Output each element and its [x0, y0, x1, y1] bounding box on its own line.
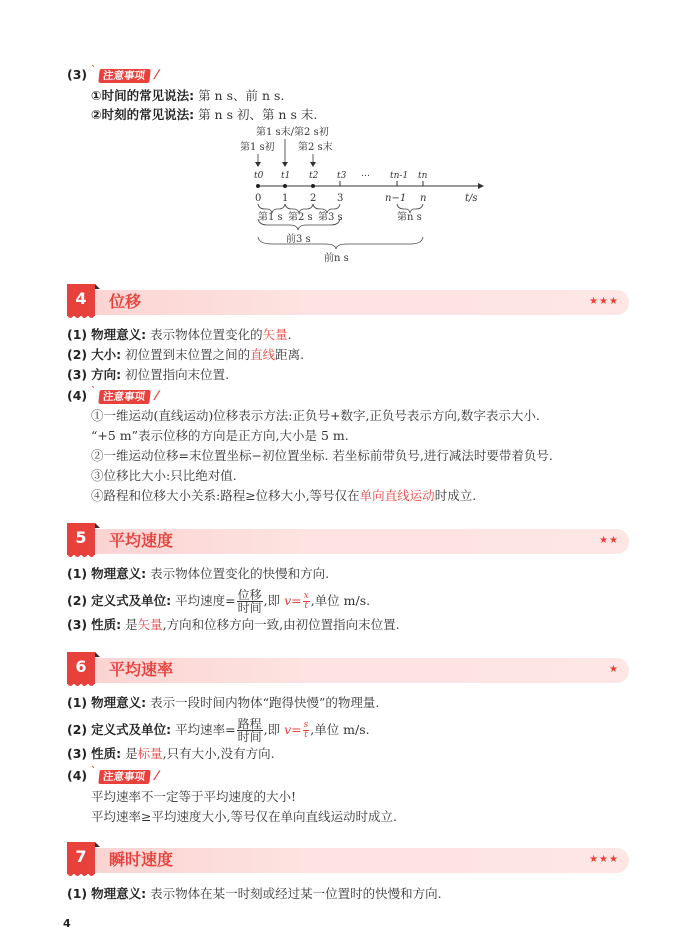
section-title: 位移 [109, 292, 142, 311]
section-number-badge [67, 284, 95, 316]
fold-corner [95, 652, 100, 657]
item-number: (3) [67, 746, 88, 761]
section-number: 7 [75, 847, 87, 866]
item-number: (3) [67, 67, 88, 82]
item-text: 是 [125, 746, 138, 761]
note-heading [67, 765, 161, 784]
span-label: 前n s [324, 253, 349, 264]
difficulty-stars-icon: ★ [609, 664, 619, 675]
time-label: t1 [281, 171, 291, 181]
pen-stroke-icon: / [154, 387, 161, 402]
note-item [91, 107, 317, 123]
list-item [67, 886, 442, 902]
denominator: t [304, 730, 308, 740]
axis-label: t/s [465, 193, 478, 204]
item-number: (1) [67, 695, 88, 710]
highlight-term: 标量 [137, 746, 163, 761]
formula-symbol: v= [284, 593, 302, 608]
tick-value: 2 [310, 193, 317, 204]
highlight-term: 矢量 [262, 327, 288, 342]
formula-symbol: v= [284, 722, 302, 737]
item-text: . [287, 327, 292, 342]
formula-lhs: 平均速度= [175, 593, 236, 608]
item-number: (2) [67, 593, 88, 608]
section-number-badge [67, 842, 95, 874]
section-title: 平均速度 [109, 531, 174, 550]
time-label: t3 [337, 171, 347, 181]
item-text: ,单位 m/s. [310, 722, 370, 737]
wave-edge [67, 315, 95, 320]
difficulty-stars-icon: ★★★ [589, 296, 619, 307]
attention-tag-label: 注意事项 [102, 770, 146, 783]
section-header-4 [67, 284, 629, 322]
denominator: 时间 [237, 601, 262, 615]
brace [258, 237, 423, 249]
list-item [67, 566, 329, 582]
list-item [67, 367, 229, 383]
highlight-term: 直线 [250, 347, 276, 362]
item-text: ,单位 m/s. [310, 593, 371, 608]
pen-stroke-icon: / [154, 66, 161, 81]
item-number: (3) [67, 367, 88, 382]
section-header-5 [67, 523, 629, 561]
tick-value: n [420, 193, 427, 204]
item-text: ,只有大小,没有方向. [162, 746, 275, 761]
note-key: ②时刻的常见说法: [91, 107, 195, 122]
numerator: 路程 [237, 717, 262, 731]
fold-corner [95, 284, 100, 289]
formula-lhs: 平均速率= [175, 722, 236, 737]
highlight-term: 矢量 [137, 617, 163, 632]
denominator: 时间 [237, 730, 262, 744]
note-line: ③位移比大小:只比绝对值. [91, 468, 237, 483]
item-key: 定义式及单位: [91, 593, 172, 608]
tick-value: 1 [282, 193, 289, 204]
item-key: 大小: [91, 347, 122, 362]
time-point [283, 184, 287, 188]
time-label: tn-1 [390, 171, 409, 181]
item-text: ,方向和位移方向一致,由初位置指向末位置. [162, 617, 400, 632]
wave-edge [67, 683, 95, 688]
arrowhead-icon [282, 162, 288, 167]
callout-label: 第1 s末/第2 s初 [256, 127, 329, 138]
note-heading-3 [67, 64, 161, 83]
list-item [67, 327, 292, 343]
interval-label: 第3 s [318, 212, 343, 223]
item-number: (1) [67, 327, 88, 342]
list-item [67, 695, 379, 711]
note-text: ④路程和位移大小关系:路程≥位移大小,等号仅在 [91, 488, 360, 503]
list-item [67, 718, 370, 743]
note-line: “+5 m”表示位移的方向是正方向,大小是 5 m. [91, 428, 349, 443]
note-key: ①时间的常见说法: [91, 88, 195, 103]
item-text: 表示物体在某一时刻或经过某一位置时的快慢和方向. [150, 886, 442, 901]
tick-value: 0 [255, 193, 262, 204]
attention-tag [90, 385, 161, 404]
note-line: 平均速率≥平均速度大小,等号仅在单向直线运动时成立. [91, 809, 397, 824]
note-item [91, 88, 284, 104]
item-text: ,即 [263, 722, 281, 737]
tick-value: 3 [337, 193, 344, 204]
item-number: (4) [67, 768, 88, 783]
difficulty-stars-icon: ★★★ [589, 854, 619, 865]
ellipsis: … [361, 169, 370, 179]
section-header-7 [67, 842, 629, 880]
item-number: (4) [67, 388, 88, 403]
note-heading [67, 385, 161, 404]
item-number: (2) [67, 722, 88, 737]
time-point [311, 184, 315, 188]
item-text: 初位置到末位置之间的 [125, 347, 251, 362]
fraction [237, 718, 263, 743]
note-text: 第 n s、前 n s. [198, 88, 285, 103]
timeline-diagram [230, 122, 490, 267]
item-number: (1) [67, 886, 88, 901]
time-label: t0 [254, 171, 264, 181]
attention-tag-label: 注意事项 [102, 69, 146, 82]
section-number: 5 [75, 528, 87, 547]
item-text: ,即 [263, 593, 281, 608]
axis-arrow-icon [478, 183, 484, 189]
wave-edge [67, 873, 95, 878]
attention-tag-label: 注意事项 [102, 390, 146, 403]
item-key: 性质: [91, 617, 122, 632]
highlight-term: 单向直线运动 [359, 488, 435, 503]
fraction [237, 589, 263, 614]
section-number-badge [67, 523, 95, 555]
difficulty-stars-icon: ★★ [599, 535, 619, 546]
item-key: 物理意义: [91, 695, 147, 710]
item-key: 物理意义: [91, 886, 147, 901]
section-number: 4 [75, 289, 87, 308]
list-item [67, 617, 400, 633]
item-text: 是 [125, 617, 138, 632]
item-key: 物理意义: [91, 327, 147, 342]
item-key: 物理意义: [91, 566, 147, 581]
item-text: 表示物体位置变化的 [150, 327, 263, 342]
section-header-6 [67, 652, 629, 690]
fold-corner [95, 842, 100, 847]
callout-label: 第2 s末 [298, 142, 333, 153]
item-key: 性质: [91, 746, 122, 761]
item-text: 表示一段时间内物体“跑得快慢”的物理量. [150, 695, 380, 710]
note-line: ①一维运动(直线运动)位移表示方法:正负号+数字,正负号表示方向,数字表示大小. [91, 408, 540, 423]
interval-label: 第n s [397, 212, 422, 223]
item-number: (2) [67, 347, 88, 362]
list-item [67, 589, 370, 614]
fraction [303, 721, 310, 740]
wave-edge [67, 554, 95, 559]
item-number: (1) [67, 566, 88, 581]
callout-label: 第1 s初 [240, 142, 275, 153]
time-point [256, 184, 260, 188]
item-text: 表示物体位置变化的快慢和方向. [150, 566, 330, 581]
item-number: (3) [67, 617, 88, 632]
time-label: t2 [309, 171, 319, 181]
interval-label: 第1 s [258, 212, 283, 223]
attention-tag [90, 765, 161, 784]
numerator: s [303, 720, 309, 730]
note-line [91, 488, 476, 504]
spark-icon: ˋ [90, 765, 97, 777]
list-item [67, 746, 275, 762]
arrowhead-icon [310, 162, 316, 167]
arrowhead-icon [255, 162, 261, 167]
pen-stroke-icon: / [154, 767, 161, 782]
list-item [67, 347, 304, 363]
spark-icon: ˋ [90, 385, 97, 397]
spark-icon: ˋ [90, 64, 97, 76]
attention-tag [90, 64, 161, 83]
interval-label: 第2 s [288, 212, 313, 223]
item-text: 距离. [275, 347, 305, 362]
section-number-badge [67, 652, 95, 684]
note-text: 第 n s 初、第 n s 末. [198, 107, 318, 122]
note-line: 平均速率不一定等于平均速度的大小! [91, 789, 297, 804]
item-key: 定义式及单位: [91, 722, 172, 737]
denominator: t [304, 601, 308, 611]
section-number: 6 [75, 657, 87, 676]
section-band [89, 290, 629, 315]
note-text: 时成立. [434, 488, 477, 503]
section-title: 平均速率 [109, 660, 174, 679]
tick-value: n−1 [385, 193, 407, 204]
note-line: ②一维运动位移=末位置坐标−初位置坐标. 若坐标前带负号,进行减法时要带着负号. [91, 448, 553, 463]
numerator: x [303, 591, 309, 601]
span-label: 前3 s [286, 234, 311, 245]
time-label: tn [418, 171, 428, 181]
numerator: 位移 [237, 588, 262, 602]
fold-corner [95, 523, 100, 528]
fraction [303, 592, 310, 611]
section-title: 瞬时速度 [109, 850, 174, 869]
item-key: 方向: [91, 367, 122, 382]
page-number: 4 [63, 917, 71, 930]
item-text: 初位置指向末位置. [125, 367, 230, 382]
